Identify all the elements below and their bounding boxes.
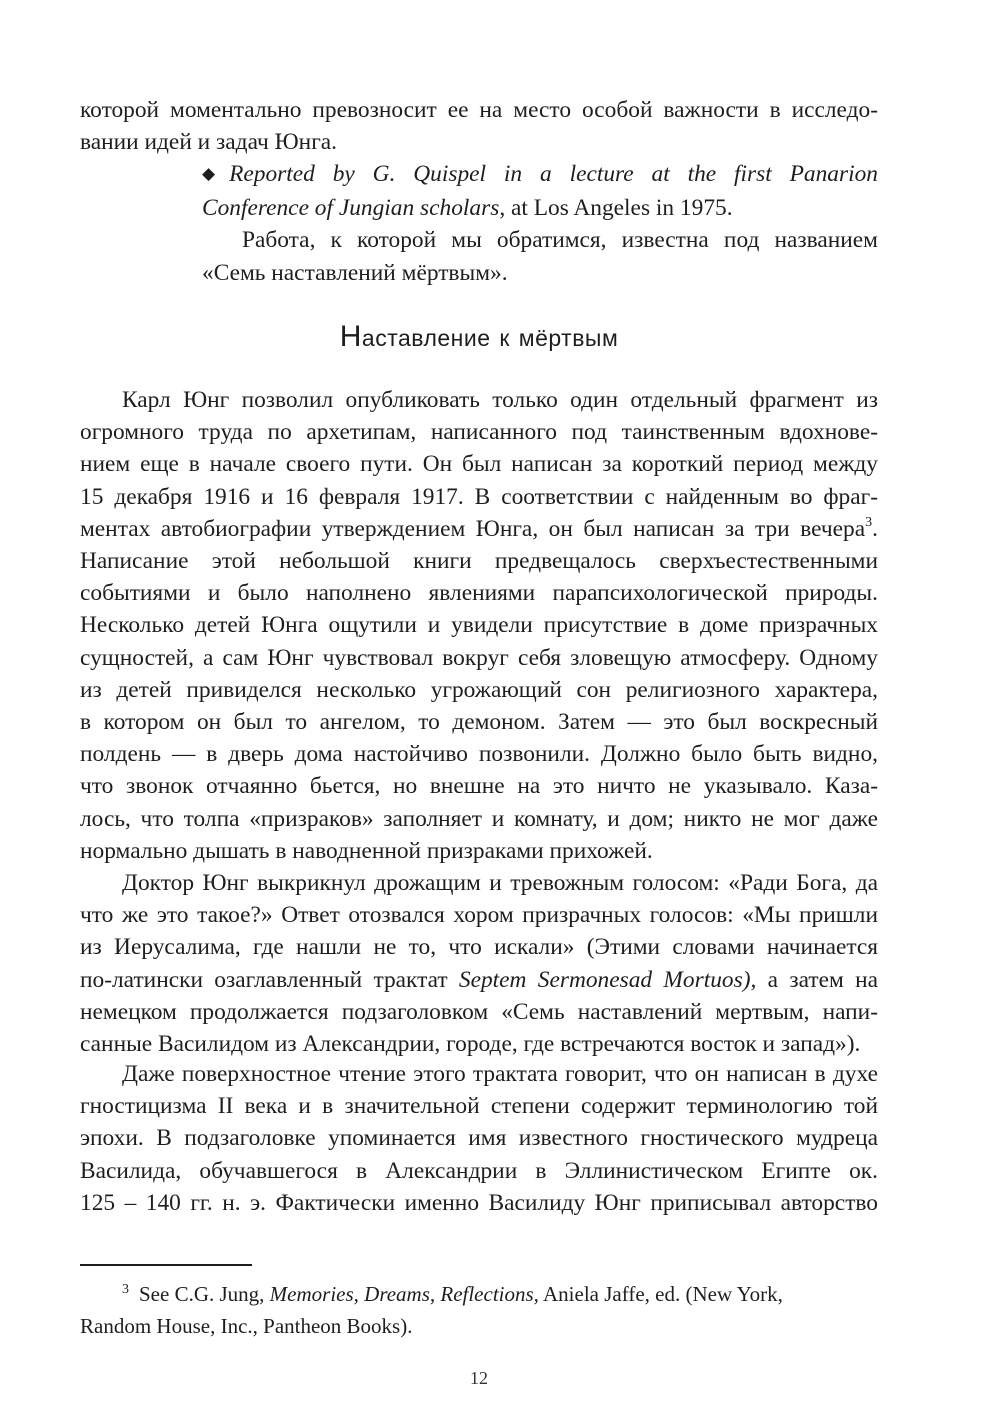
text-line: огромного труда по архетипам, написанного под таинственным вдохнове- xyxy=(80,419,878,446)
text-line: из Иерусалима, где нашли не то, что искали» (Этими словами начинается xyxy=(80,934,878,961)
text-line: Василида, обучавшегося в Александрии в Эллинистическом Египте ок. xyxy=(80,1157,878,1184)
text-line: что же это такое?» Ответ отозвался хором призрачных голосов: «Мы пришли xyxy=(80,902,878,929)
text-line: эпохи. В подзаголовке упоминается имя известного гностического мудреца xyxy=(80,1125,878,1152)
diamond-icon: ◆ xyxy=(202,164,228,183)
text-line: санные Василидом из Александрии, городе, где встречаются восток и запад»). xyxy=(80,1031,861,1058)
paragraph-3 xyxy=(80,1058,878,1219)
text-line: полдень — в дверь дома настойчиво позвонили. Должно было быть видно, xyxy=(80,741,878,768)
text-line: 15 декабря 1916 и 16 февраля 1917. В соответствии с найденным во фраг- xyxy=(80,483,878,510)
text-line: которой моментально превозносит ее на место особой важности в исследо- xyxy=(80,97,878,123)
quote-italic: Reported by G. Quispel in a lecture at the first Panarion xyxy=(229,161,878,187)
continued-paragraph xyxy=(80,94,878,158)
text-line: лось, что толпа «призраков» заполняет и комнату, и дом; никто не мог даже xyxy=(80,805,878,832)
quote-line: «Семь наставлений мёртвым». xyxy=(202,259,508,286)
text-line: что звонок отчаянно бьется, но внешне на это ничто не указывало. Каза- xyxy=(80,773,878,800)
text-line: Доктор Юнг выкрикнул дрожащим и тревожным голосом: «Ради Бога, да xyxy=(122,870,878,896)
text-line: нием еще в начале своего пути. Он был написан за короткий период между xyxy=(80,451,878,478)
text-line: Написание этой небольшой книги предвещалось сверхъестественными xyxy=(80,548,878,575)
text-line: гностицизма II века и в значительной степени содержит терминологию той xyxy=(80,1093,878,1120)
quote-line xyxy=(202,158,878,192)
text-line: из детей привиделся несколько угрожающий сон религиозного характера, xyxy=(80,676,878,703)
page-number: 12 xyxy=(470,1368,488,1388)
paragraph-2 xyxy=(80,867,878,1060)
text-line: событиями и было наполнено явлениями парапсихологической природы. xyxy=(80,580,878,607)
footnote-number: 3 xyxy=(122,1282,129,1297)
latin-title: Septem Sermonesad Mortuos), xyxy=(458,966,757,993)
paragraph-1 xyxy=(80,384,878,867)
text-line: Несколько детей Юнга ощутили и увидели присутствие в доме призрачных xyxy=(80,612,878,639)
text-line: нормально дышать в наводненной призраками прихожей. xyxy=(80,837,653,864)
quote-line: Работа, к которой мы обратимся, известна под названием xyxy=(242,227,878,254)
quote-text: , at Los Angeles in 1975. xyxy=(499,195,733,222)
text-line: сущностей, а сам Юнг чувствовал вокруг себя зловещую атмосферу. Одному xyxy=(80,644,878,671)
text-line: по-латински озаглавленный трактат Septem Sermonesad Mortuos), а затем на xyxy=(80,966,878,993)
footnote-line: $^3$ See C.G. Jung, Memories, Dreams, Reflections, Aniela Jaffe, ed. (New York, xyxy=(122,1282,783,1306)
text-line: вании идей и задач Юнга. xyxy=(80,129,338,156)
text-line: ментах автобиографии утверждением Юнга, он был написан за три вечера$^3$. xyxy=(80,515,878,542)
text-line: Даже поверхностное чтение этого трактата говорит, что он написан в духе xyxy=(122,1061,878,1087)
quote-italic: Conference of Jungian scholars xyxy=(202,195,500,222)
footnote-ref[interactable]: 3 xyxy=(865,515,873,531)
text-line: 125 – 140 гг. н. э. Фактически именно Василиду Юнг приписывал авторство xyxy=(80,1189,878,1216)
quote-line xyxy=(202,192,878,224)
footnote-line: Random House, Inc., Pantheon Books). xyxy=(80,1314,413,1338)
text-line: немецком продолжается подзаголовком «Семь наставлений мертвым, напи- xyxy=(80,998,878,1025)
text-line: в котором он был то ангелом, то демоном. Затем — это был воскресный xyxy=(80,709,878,736)
quote-block xyxy=(202,158,878,289)
footnote xyxy=(80,1278,840,1342)
footnote-divider xyxy=(80,1264,252,1266)
section-title: Наставление к мёртвым xyxy=(339,320,619,353)
book-title: Memories, Dreams, Reflections, xyxy=(269,1282,539,1306)
text-line: Карл Юнг позволил опубликовать только один отдельный фрагмент из xyxy=(122,387,878,413)
